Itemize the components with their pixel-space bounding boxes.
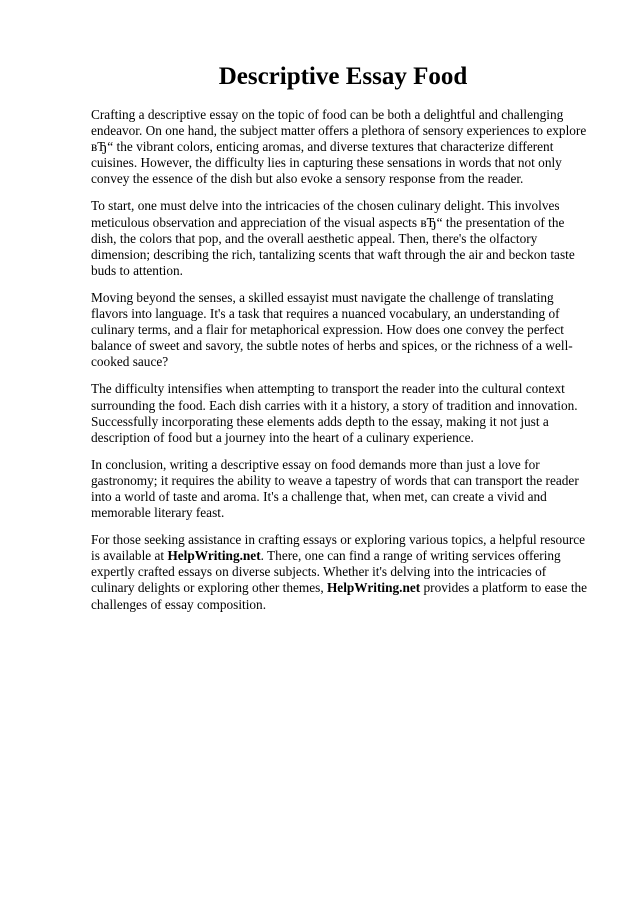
paragraph-conclusion: In conclusion, writing a descriptive essay on food demands more than just a love for gastronomy; it requires the ability to weave a tapestry of words that can transport the reader into a world of taste and aroma. It's a challenge that, when met, can create a vivid and memorable literary feast.: [91, 456, 579, 521]
helpwriting-link-1[interactable]: HelpWriting.net: [167, 548, 261, 564]
paragraph-visual-aspects: To start, one must delve into the intricacies of the chosen culinary delight. This involves meticulous observation and appreciation of the visual aspects вЂ“ the presentation of the dish, the colors that pop, and the overall aesthetic appeal. Then, there's the olfactory dimension; describing the rich, tantalizing scents that waft through the air and beckon taste buds to attention.: [91, 198, 575, 278]
resource-text-part-1: For those seeking assistance in crafting essays or exploring various topics, a helpful resource is available at: [91, 532, 586, 564]
resource-text-part-2: . There, one can find a range of writing services offering expertly crafted essays on diverse subjects. Whether it's delving into the intricacies of culinary delights or exploring other themes,: [91, 548, 561, 596]
document-title: Descriptive Essay Food: [218, 63, 468, 90]
paragraph-resource: [91, 532, 591, 612]
paragraph-cultural-context: The difficulty intensifies when attempting to transport the reader into the cultural context surrounding the food. Each dish carries with it a history, a story of tradition and innovation. Successfully incorporating these elements adds depth to the essay, making it not just a description of food but a journey into the heart of a culinary experience.: [91, 381, 578, 445]
helpwriting-link-2[interactable]: HelpWriting.net: [326, 580, 421, 596]
resource-text-part-3: provides a platform to ease the challenges of essay composition.: [91, 580, 588, 612]
document-page: [91, 62, 591, 624]
paragraph-flavors: Moving beyond the senses, a skilled essayist must navigate the challenge of translating flavors into language. It's a task that requires a nuanced vocabulary, an understanding of culinary terms, and a flair for metaphorical expression. How does one convey the perfect balance of sweet and savory, the subtle notes of herbs and spices, or the richness of a well-cooked sauce?: [91, 289, 573, 370]
paragraph-intro: Crafting a descriptive essay on the topic of food can be both a delightful and challenging endeavor. On one hand, the subject matter offers a plethora of sensory experiences to explore вЂ“ the vibrant colors, enticing aromas, and diverse textures that characterize different cuisines. However, the difficulty lies in capturing these sensations in words that not only convey the essence of the dish but also evoke a sensory response from the reader.: [91, 107, 587, 187]
